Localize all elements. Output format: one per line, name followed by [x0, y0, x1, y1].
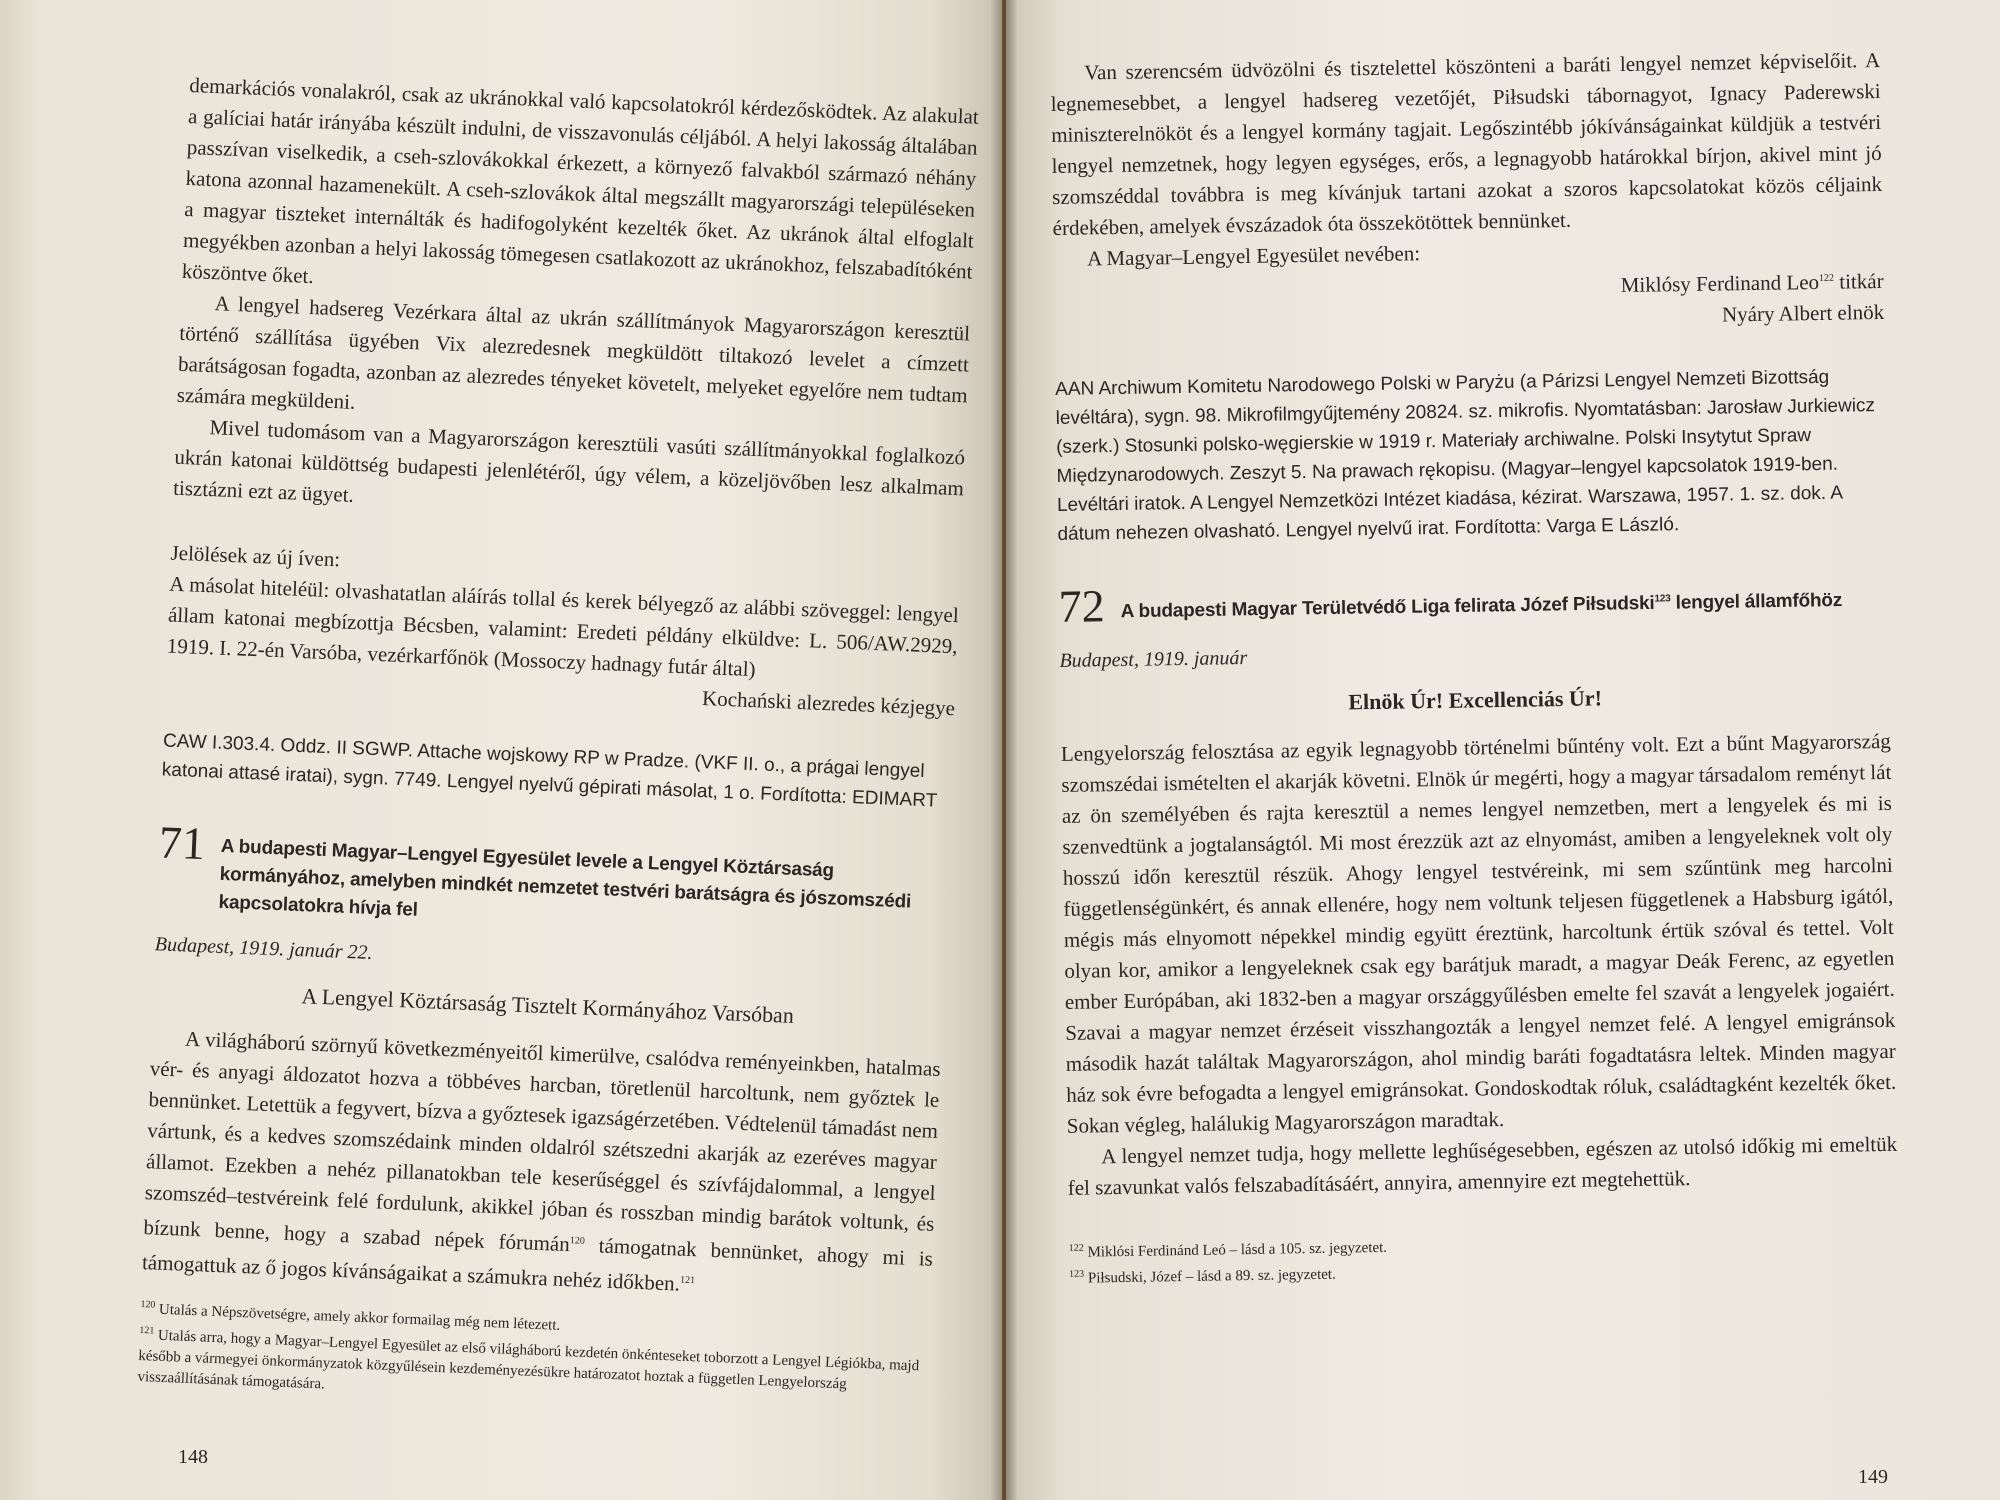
- page-number-148: 148: [178, 1446, 208, 1468]
- markings-label: Jelölések az új íven:: [170, 540, 341, 572]
- markings-text: A másolat hiteléül: olvashatatlan aláírás tollal és kerek bélyegző az alábbi szöveggel: lengyel állam katonai megbízottja Bécsben, valamint: Eredeti példány elküldve: L. 506/AW.2929, 1919. I. 22-én Varsóba, vezérkarfőnök (Mossoczy hadnagy futár által): [166, 571, 960, 682]
- right-page: [1006, 0, 2000, 1500]
- footnote-120: $^{120}$ Utalás a Népszövetségre, amely akkor formailag még nem létezett.: [140, 1299, 561, 1334]
- signature-kochanski: Kochański alezredes kézjegye: [701, 686, 956, 721]
- footnote-ref-123[interactable]: 123: [1654, 593, 1671, 605]
- signature-nyary: Nyáry Albert elnök: [1721, 299, 1885, 327]
- signature-miklosy: Miklósy Ferdinand Leo$^{122}$ titkár: [1620, 268, 1884, 298]
- page-number-149: 149: [1858, 1466, 1888, 1488]
- document-date: Budapest, 1919. január 22.: [154, 933, 373, 965]
- left-source-note: CAW I.303.4. Oddz. II SGWP. Attache wojskowy RP w Pradze. (VKF II. o., a prágai lengyel katonai attasé iratai), sygn. 7749. Lengyel nyelvű gépirati másolat, 1 o. Fordította: EDIMART: [161, 730, 938, 812]
- letter-salutation: Elnök Úr! Excellenciás Úr!: [1348, 685, 1603, 715]
- document-date: Budapest, 1919. január: [1059, 646, 1248, 672]
- right-intro-paragraph: Van szerencsém üdvözölni és tisztelettel köszönteni a baráti lengyel nemzet képviselőit. A legnemesebbet, a lengyel hadsereg vezetőjét, Piłsudski tábornagyot, Ignacy Paderewski miniszterelnököt és a lengyel kormány tagjait. Legőszintébb jókívánságainkat küldjük a testvéri lengyel nemzetnek, hogy legyen egységes, erős, a legnagyobb határokkal bírjon, akivel mint jó szomszéddal továbbra is meg kívánjuk tartani azokat a szoros kapcsolatokat közös céljaink érdekében, amelyek évszázadok óta összekötöttek bennünket.: [1050, 47, 1883, 240]
- footnote-121: $^{121}$ Utalás arra, hogy a Magyar–Lengyel Egyesület az első világháború kezdetén önkénteseket toborzott a Lengyel Légiókba, majd később a vármegyei önkormányzatok közgyűlésein kezdeményezésükre határozatot hoztak a független Lengyelország visszaállításának támogatására.: [137, 1324, 920, 1393]
- footnote-123: $^{123}$ Piłsudski, Józef – lásd a 89. sz. jegyzetet.: [1069, 1266, 1336, 1287]
- footnote-122: $^{122}$ Miklósi Ferdinánd Leó – lásd a 105. sz. jegyzetet.: [1068, 1239, 1388, 1261]
- right-paragraph-2: A lengyel nemzet tudja, hogy mellette leghűségesebben, egészen az utolsó időkig mi emeltük fel szavunkat valós felszabadításáért, annyira, amennyire ezt megtehettük.: [1067, 1131, 1898, 1200]
- left-paragraph-2: A lengyel hadsereg Vezérkara által az ukrán szállítmányok Magyarországon keresztül történő szállítása ügyében Vix alezredesnek megküldött tiltakozó levelet a címzett barátságosan fogadta, azonban az alezredes tényeket követelt, melyeket egyelőre nem tudtam számára megküldeni.: [176, 291, 971, 414]
- footnote-ref-122[interactable]: 122: [1818, 272, 1835, 284]
- document-number: 71: [157, 816, 206, 870]
- book-gutter: [990, 0, 1018, 1500]
- document-title: A budapesti Magyar–Lengyel Egyesület levele a Lengyel Köztársaság kormányához, amelyben mindkét nemzetet testvéri barátságra és jószomszédi kapcsolatokra hívja fel: [218, 835, 912, 921]
- right-paragraph-1: Lengyelország felosztása az egyik legnagyobb történelmi bűntény volt. Ezt a bűnt Magyarország szomszédai ismételten el akarják követni. Elnök úr megérti, hogy a magyar társadalom reményt lát az ön személyében és rajta keresztül a nemes lengyel nemzetben, mert a lengyelek és mi is szenvedtünk a jogtalanságtól. Mi most érezzük azt az elnyomást, amiben a lengyeleknek volt oly hosszú időn keresztül részük. Ahogy lengyel testvéreink, mi sem szűntünk meg harcolni függetlenségünkért, és annak ellenére, hogy nem voltunk teljesen függetlenek a Habsburg igától, mégis más elnyomott népekkel mindig együtt éreztünk, harcoltunk értük szóval és tettel. Volt olyan kor, amikor a lengyeleknek csak egy barátjuk maradt, a magyar Deák Ferenc, az egyetlen ember Európában, aki 1832-ben a magyar országgyűlésben emelte fel szavát a lengyelek jogaiért. Szavai a magyar nemzet érzéseit visszhangozták a lengyel nemzet felé. A lengyel emigránsok második hazát találtak Magyarországon, ahol mindig baráti fogadtatásra leltek. Minden magyar ház sok évre befogadta a lengyel emigránsokat. Gondoskodtak róluk, családtagként kezelték őket. Sokan végleg, halálukig Magyarországon maradtak.: [1060, 728, 1897, 1138]
- left-page-column: [137, 70, 979, 1420]
- document-number: 72: [1058, 580, 1106, 632]
- on-behalf-line: A Magyar–Lengyel Egyesület nevében:: [1086, 241, 1421, 271]
- footnote-ref-121[interactable]: 121: [679, 1274, 696, 1287]
- left-paragraph-3: Mivel tudomásom van a Magyarországon keresztüli vasúti szállítmányokkal foglalkozó ukrán katonai küldöttség budapesti jelenlétéről, úgy vélem, a közeljövőben lesz alkalmam tisztázni ezt az ügyet.: [172, 415, 966, 507]
- letter-salutation: A Lengyel Köztársaság Tisztelt Kormányához Varsóban: [301, 983, 795, 1028]
- right-page-column: [1050, 45, 1899, 1290]
- document-title: A budapesti Magyar Területvédő Liga felirata Józef Piłsudski$^{123}$ lengyel államfőhöz: [1120, 589, 1843, 623]
- footnote-ref-120[interactable]: 120: [569, 1235, 586, 1247]
- right-source-note: AAN Archiwum Komitetu Narodowego Polski w Paryżu (a Párizsi Lengyel Nemzeti Bizottság levéltára), sygn. 98. Mikrofilmgyűjtemény 20824. sz. mikrofis. Nyomtatásban: Jarosław Jurkiewicz (szerk.) Stosunki polsko-węgierskie w 1919 r. Materiały archiwalne. Polski Insytytut Spraw Międzynarodowych. Zeszyt 5. Na prawach rękopisu. (Magyar–lengyel kapcsolatok 1919-ben. Levéltári iratok. A Lengyel Nemzetközi Intézet kiadása, kézirat. Warszawa, 1957. 1. sz. dok. A dátum nehezen olvasható. Lengyel nyelvű irat. Fordította: Varga E László.: [1055, 366, 1876, 545]
- left-paragraph-1: demarkációs vonalakról, csak az ukránokkal való kapcsolatokról kérdezősködtek. Az alakulat a galíciai határ irányába készült indulni, de visszavonulás céljából. A helyi lakosság általában passzívan viselkedik, a cseh-szlovákokkal érkezett, a környező falvakból származó néhány katona azonnal hazamenekült. A cseh-szlovákok által megszállt magyarországi településeken a magyar tiszteket internálták és hadifogolyként kezelték őket. Az ukránok által elfoglalt megyékben azonban a helyi lakosság tömegesen csatlakozott az ukránokhoz, felszabadítóként köszöntve őket.: [181, 72, 980, 289]
- letter-body: A világháború szörnyű következményeitől kimerülve, csalódva reményeinkben, hatalmas vér- és anyagi áldozatot hozva a többéves harcban, töretlenül harcoltunk, nem győztek le bennünket. Letettük a fegyvert, bízva a győztesek igazságérzetében. Védtelenül támadást nem vártunk, és a kedves szomszédaink minden oldalról szétszedni akarják az ezeréves magyar államot. Ezekben a nehéz pillanatokban tele keserűséggel és szívfájdalommal, a lengyel szomszéd–testvéreink felé fordulunk, akikkel jóban és rosszban mindig barátok voltunk, és bízunk benne, hogy a szabad népek fórumán$^{120}$ támogatnak bennünket, ahogy mi is támogattuk az ő jogos kívánságaikat a számukra nehéz időkben.$^{121}$: [141, 1026, 941, 1296]
